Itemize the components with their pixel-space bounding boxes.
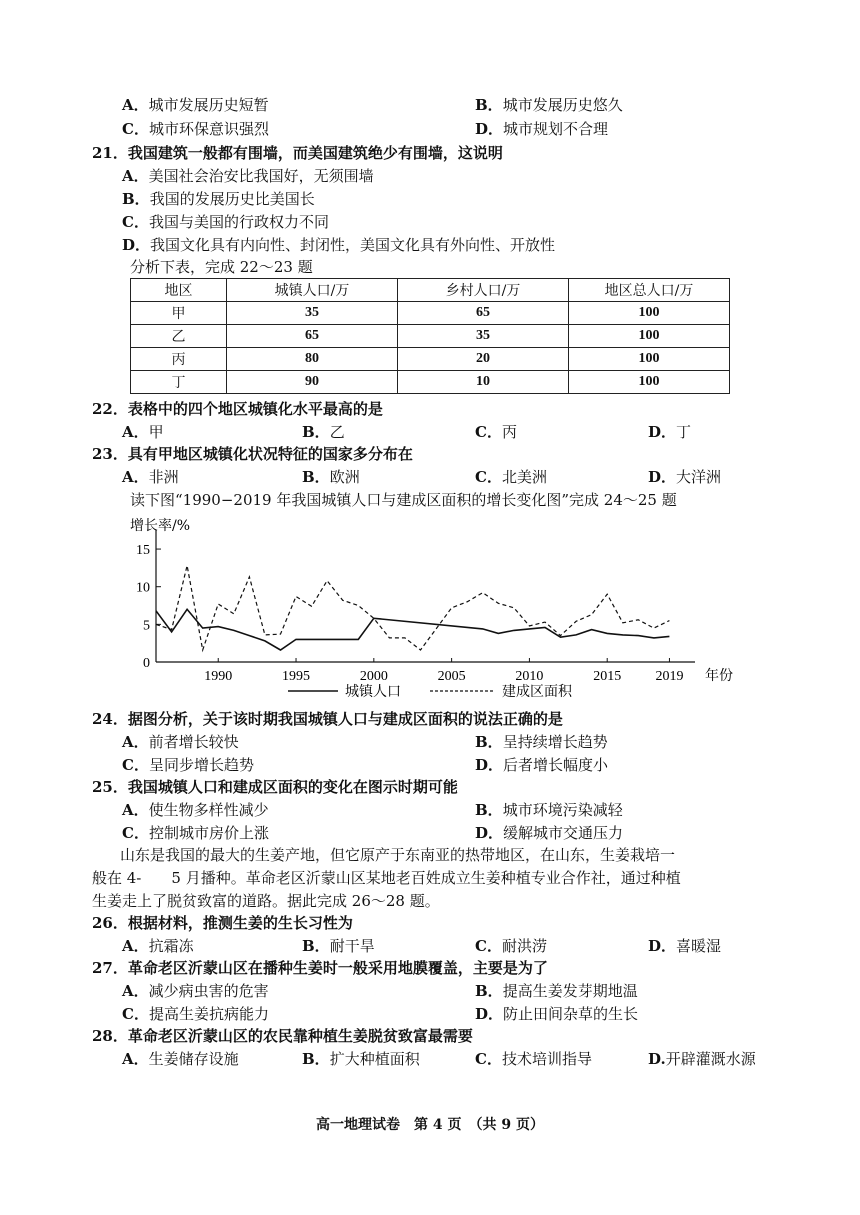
table-cell: 10 bbox=[398, 371, 569, 394]
series-line-built-area bbox=[156, 566, 669, 650]
table-cell: 65 bbox=[398, 302, 569, 325]
x-tick-label: 1995 bbox=[282, 669, 311, 684]
q23-option-c: C．北美洲 bbox=[475, 468, 547, 486]
table-cell: 20 bbox=[398, 348, 569, 371]
x-axis-label: 年份 bbox=[705, 668, 733, 684]
q21-option-b: B．我国的发展历史比美国长 bbox=[122, 190, 315, 208]
y-tick-label: 10 bbox=[136, 580, 150, 596]
x-tick-label: 1990 bbox=[204, 669, 233, 684]
material-line: 山东是我国的最大的生姜产地，但它原产于东南亚的热带地区，在山东，生姜栽培一 bbox=[120, 846, 676, 864]
q25-stem: 25．我国城镇人口和建成区面积的变化在图示时期可能 bbox=[92, 778, 458, 796]
q20-option-a: A．城市发展历史短暂 bbox=[122, 96, 269, 114]
q22-option-b: B．乙 bbox=[302, 423, 345, 441]
q28-stem: 28．革命老区沂蒙山区的农民靠种植生姜脱贫致富最需要 bbox=[92, 1027, 473, 1045]
chart-axes bbox=[136, 530, 733, 684]
q24-option-a: A．前者增长较快 bbox=[122, 733, 239, 751]
y-tick-label: 15 bbox=[136, 543, 150, 559]
x-tick-label: 2010 bbox=[515, 669, 544, 684]
table-cell: 80 bbox=[227, 348, 398, 371]
q26-option-b: B．耐干旱 bbox=[302, 937, 375, 955]
table-cell: 甲 bbox=[131, 302, 227, 325]
q23-stem: 23．具有甲地区城镇化状况特征的国家多分布在 bbox=[92, 445, 413, 463]
q27-option-c: C．提高生姜抗病能力 bbox=[122, 1005, 269, 1023]
legend-label: 城镇人口 bbox=[345, 684, 401, 700]
q23-option-b: B．欧洲 bbox=[302, 468, 360, 486]
q27-option-a: A．减少病虫害的危害 bbox=[122, 982, 269, 1000]
table-cell: 35 bbox=[398, 325, 569, 348]
table-cell: 丙 bbox=[131, 348, 227, 371]
q20-option-d: D．城市规划不合理 bbox=[475, 120, 609, 138]
q25-option-b: B．城市环境污染减轻 bbox=[475, 801, 623, 819]
table-header: 乡村人口/万 bbox=[398, 279, 569, 302]
material-line: 生姜走上了脱贫致富的道路。据此完成 26～28 题。 bbox=[92, 892, 440, 910]
x-tick-label: 2019 bbox=[655, 669, 684, 684]
table-cell: 35 bbox=[227, 302, 398, 325]
q28-option-b: B．扩大种植面积 bbox=[302, 1050, 420, 1068]
q20-option-c: C．城市环保意识强烈 bbox=[122, 120, 269, 138]
q26-option-d: D．喜暖湿 bbox=[648, 937, 722, 955]
table-cell: 100 bbox=[569, 348, 730, 371]
material-line: 般在 4- 5 月播种。革命老区沂蒙山区某地老百姓成立生姜种植专业合作社，通过种植 bbox=[92, 869, 681, 887]
x-tick-label: 2015 bbox=[593, 669, 622, 684]
q28-option-d: D.开辟灌溉水源 bbox=[648, 1050, 756, 1068]
q27-stem: 27．革命老区沂蒙山区在播种生姜时一般采用地膜覆盖，主要是为了 bbox=[92, 959, 548, 977]
legend-label: 建成区面积 bbox=[502, 684, 572, 700]
population-table bbox=[130, 278, 730, 394]
q24-option-c: C．呈同步增长趋势 bbox=[122, 756, 254, 774]
table-header: 地区总人口/万 bbox=[569, 279, 730, 302]
q21-option-c: C．我国与美国的行政权力不同 bbox=[122, 213, 329, 231]
table-cell: 乙 bbox=[131, 325, 227, 348]
q24-stem: 24．据图分析，关于该时期我国城镇人口与建成区面积的说法正确的是 bbox=[92, 710, 563, 728]
chart-series bbox=[156, 566, 669, 650]
q22-option-d: D．丁 bbox=[648, 423, 692, 441]
q21-option-a: A．美国社会治安比我国好，无须围墙 bbox=[122, 167, 374, 185]
q28-option-a: A．生姜储存设施 bbox=[122, 1050, 239, 1068]
q25-option-d: D．缓解城市交通压力 bbox=[475, 824, 624, 842]
q27-option-b: B．提高生姜发芽期地温 bbox=[475, 982, 638, 1000]
table-cell: 丁 bbox=[131, 371, 227, 394]
q26-stem: 26．根据材料，推测生姜的生长习性为 bbox=[92, 914, 353, 932]
table-row bbox=[131, 348, 730, 371]
table-header-row bbox=[131, 279, 730, 302]
q24-option-d: D．后者增长幅度小 bbox=[475, 756, 609, 774]
chart-legend bbox=[288, 683, 573, 700]
q25-option-a: A．使生物多样性减少 bbox=[122, 801, 269, 819]
q23-option-d: D．大洋洲 bbox=[648, 468, 722, 486]
table-row bbox=[131, 371, 730, 394]
q25-option-c: C．控制城市房价上涨 bbox=[122, 824, 269, 842]
y-tick-label: 5 bbox=[143, 618, 150, 634]
q23-option-a: A．非洲 bbox=[122, 468, 179, 486]
x-tick-label: 2000 bbox=[359, 669, 388, 684]
chart-intro: 读下图“1990−2019 年我国城镇人口与建成区面积的增长变化图”完成 24～25 题 bbox=[130, 491, 677, 509]
series-line-urban-population bbox=[156, 609, 669, 650]
q24-option-b: B．呈持续增长趋势 bbox=[475, 733, 608, 751]
growth-rate-chart bbox=[100, 512, 750, 707]
q26-option-a: A．抗霜冻 bbox=[122, 937, 194, 955]
q22-stem: 22．表格中的四个地区城镇化水平最高的是 bbox=[92, 400, 383, 418]
q21-stem: 21．我国建筑一般都有围墙，而美国建筑绝少有围墙，这说明 bbox=[92, 144, 503, 162]
q21-option-d: D．我国文化具有内向性、封闭性，美国文化具有外向性、开放性 bbox=[122, 236, 556, 254]
table-cell: 100 bbox=[569, 302, 730, 325]
q22-option-a: A．甲 bbox=[122, 423, 164, 441]
table-row bbox=[131, 325, 730, 348]
x-tick-label: 2005 bbox=[437, 669, 466, 684]
y-tick-label: 0 bbox=[143, 656, 150, 671]
table-cell: 65 bbox=[227, 325, 398, 348]
q26-option-c: C．耐洪涝 bbox=[475, 937, 547, 955]
table-cell: 100 bbox=[569, 371, 730, 394]
y-axis-label: 增长率/% bbox=[130, 518, 191, 534]
table-cell: 90 bbox=[227, 371, 398, 394]
q27-option-d: D．防止田间杂草的生长 bbox=[475, 1005, 639, 1023]
table-intro: 分析下表，完成 22～23 题 bbox=[130, 258, 313, 276]
q28-option-c: C．技术培训指导 bbox=[475, 1050, 592, 1068]
table-header: 城镇人口/万 bbox=[227, 279, 398, 302]
q20-option-b: B．城市发展历史悠久 bbox=[475, 96, 623, 114]
table-row bbox=[131, 302, 730, 325]
table-cell: 100 bbox=[569, 325, 730, 348]
table-header: 地区 bbox=[131, 279, 227, 302]
page-footer: 高一地理试卷 第 4 页 （共 9 页） bbox=[316, 1117, 544, 1133]
q22-option-c: C．丙 bbox=[475, 423, 517, 441]
